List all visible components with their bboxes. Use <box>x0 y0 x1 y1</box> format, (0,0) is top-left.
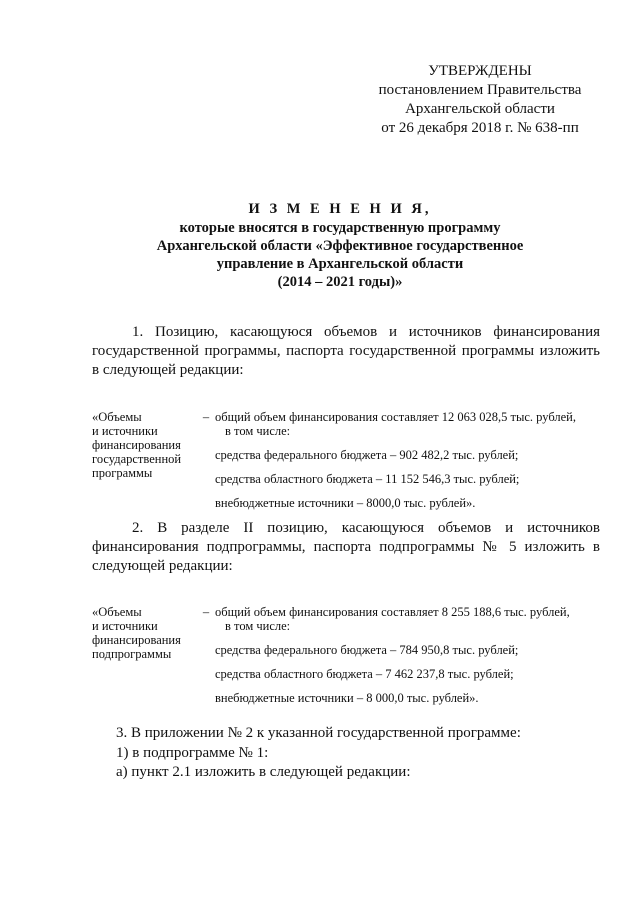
table-1-values <box>215 410 605 510</box>
table-2-values <box>215 605 605 705</box>
table-2-label-2: и источники <box>92 619 158 633</box>
table-1-row-4: средства областного бюджета – 11 152 546,3 тыс. рублей; <box>215 472 520 486</box>
table-1-label-5: программы <box>92 466 153 480</box>
table-2-row-1: общий объем финансирования составляет 8 255 188,6 тыс. рублей, <box>215 605 570 619</box>
approval-line-1: постановлением Правительства <box>378 82 582 98</box>
table-2-row-3: средства федерального бюджета – 784 950,8 тыс. рублей; <box>215 643 519 657</box>
item-2 <box>92 519 600 576</box>
document-title <box>100 200 580 291</box>
title-line-5: (2014 – 2021 годы)» <box>277 274 403 290</box>
table-2-dash: – <box>202 605 210 619</box>
table-1-row-2: в том числе: <box>225 424 291 438</box>
table-2-row-2: в том числе: <box>225 619 291 633</box>
title-line-4: управление в Архангельской области <box>216 256 464 272</box>
table-2-row-5: внебюджетные источники – 8 000,0 тыс. рублей». <box>215 691 479 705</box>
title-line-1: И З М Е Н Е Н И Я, <box>248 201 432 217</box>
approval-line-2: Архангельской области <box>405 101 555 117</box>
item-2-text: 2. В разделе II позицию, касающуюся объемов и источников финансирования подпрограммы, паспорта подпрограммы № 5 изложить в следующей редакции: <box>92 520 600 574</box>
table-2-label-4: подпрограммы <box>92 647 172 661</box>
table-1-label-3: финансирования <box>92 438 181 452</box>
item-3-line-2: 1) в подпрограмме № 1: <box>116 745 269 761</box>
table-2-label-3: финансирования <box>92 633 181 647</box>
item-3-line-1: 3. В приложении № 2 к указанной государственной программе: <box>116 725 521 741</box>
item-1-text: 1. Позицию, касающуюся объемов и источников финансирования государственной программы, паспорта государственной программы изложить в следующей редакции: <box>92 324 600 378</box>
approval-heading: УТВЕРЖДЕНЫ <box>428 63 532 79</box>
table-1-dash: – <box>202 410 210 424</box>
table-1-label <box>92 410 197 480</box>
table-1-row-5: внебюджетные источники – 8000,0 тыс. рублей». <box>215 496 476 510</box>
title-line-2: которые вносятся в государственную программу <box>179 220 501 236</box>
table-1-label-1: «Объемы <box>92 410 142 424</box>
table-1-label-4: государственной <box>92 452 182 466</box>
title-line-3: Архангельской области «Эффективное государственное <box>156 238 524 254</box>
table-1-row-1: общий объем финансирования составляет 12 063 028,5 тыс. рублей, <box>215 410 576 424</box>
table-1-label-2: и источники <box>92 424 158 438</box>
approval-block <box>360 62 600 138</box>
item-3-line-3: а) пункт 2.1 изложить в следующей редакции: <box>116 764 411 780</box>
approval-line-3: от 26 декабря 2018 г. № 638-пп <box>381 120 579 136</box>
item-1 <box>92 323 600 380</box>
table-1-row-3: средства федерального бюджета – 902 482,2 тыс. рублей; <box>215 448 519 462</box>
table-2-label <box>92 605 197 661</box>
table-2-row-4: средства областного бюджета – 7 462 237,8 тыс. рублей; <box>215 667 514 681</box>
table-2-label-1: «Объемы <box>92 605 142 619</box>
